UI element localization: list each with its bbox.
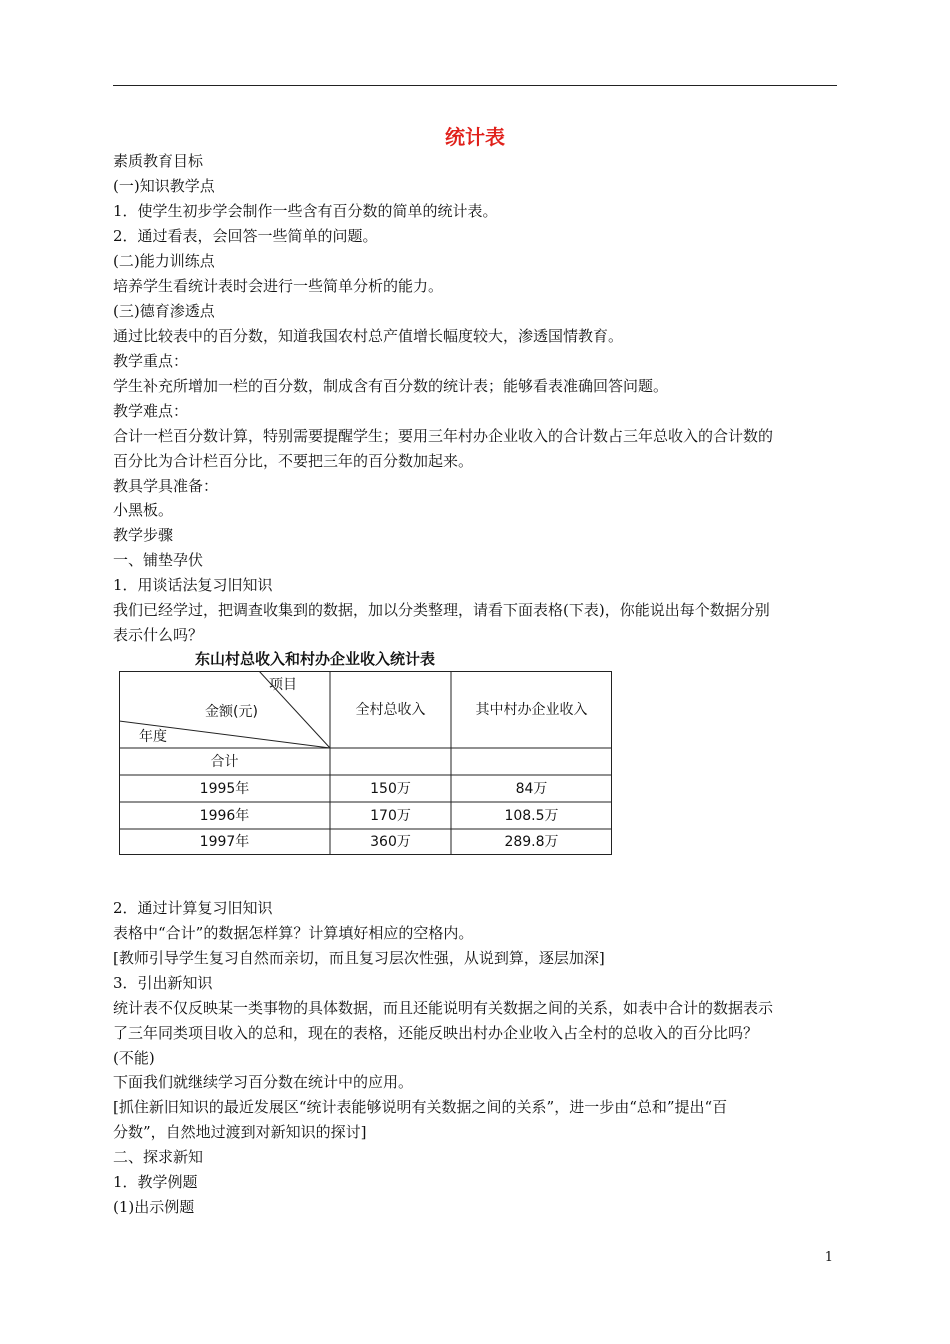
row-label: 合计 bbox=[210, 754, 239, 770]
cell-value: 360万 bbox=[370, 834, 411, 850]
header-year: 年度 bbox=[139, 729, 167, 745]
text-line: 了三年同类项目收入的总和，现在的表格，还能反映出村办企业收入占全村的总收入的百分比吗？ bbox=[113, 1024, 759, 1042]
cell-value: 289.8万 bbox=[504, 834, 559, 850]
cell-value: 170万 bbox=[370, 808, 411, 824]
text-line: 统计表不仅反映某一类事物的具体数据，而且还能说明有关数据之间的关系，如表中合计的数据表示 bbox=[113, 999, 774, 1017]
col-header-total: 全村总收入 bbox=[355, 702, 426, 718]
row-label: 1996年 bbox=[199, 808, 250, 824]
text-line: 教学重点： bbox=[113, 352, 189, 370]
text-line: 2．通过计算复习旧知识 bbox=[113, 899, 273, 917]
table-title: 东山村总收入和村办企业收入统计表 bbox=[195, 650, 436, 668]
text-line: 下面我们就继续学习百分数在统计中的应用。 bbox=[113, 1073, 414, 1091]
text-line: (三)德育渗透点 bbox=[113, 302, 215, 320]
row-label: 1997年 bbox=[199, 834, 250, 850]
cell-value: 150万 bbox=[370, 781, 411, 797]
col-header-enterprise: 其中村办企业收入 bbox=[475, 702, 588, 718]
text-line: (二)能力训练点 bbox=[113, 252, 215, 270]
text-line: 二、探求新知 bbox=[113, 1148, 204, 1166]
text-line: 我们已经学过，把调查收集到的数据，加以分类整理，请看下面表格(下表)，你能说出每个数据分别 bbox=[113, 601, 770, 619]
header-amount: 金额(元) bbox=[205, 704, 258, 720]
text-line: 一、铺垫孕伏 bbox=[113, 551, 204, 569]
text-line: 学生补充所增加一栏的百分数，制成含有百分数的统计表；能够看表准确回答问题。 bbox=[113, 377, 669, 395]
text-line: 通过比较表中的百分数，知道我国农村总产值增长幅度较大，渗透国情教育。 bbox=[113, 327, 624, 345]
text-line: 合计一栏百分数计算，特别需要提醒学生；要用三年村办企业收入的合计数占三年总收入的合计数的 bbox=[113, 427, 774, 445]
text-line: (一)知识教学点 bbox=[113, 177, 215, 195]
text-line: 百分比为合计栏百分比，不要把三年的百分数加起来。 bbox=[113, 452, 474, 470]
text-line: 3．引出新知识 bbox=[113, 974, 213, 992]
header-rule bbox=[113, 85, 837, 86]
page-number: 1 bbox=[824, 1250, 833, 1265]
page-title: 统计表 bbox=[445, 125, 505, 149]
text-line: 1．使学生初步学会制作一些含有百分数的简单的统计表。 bbox=[113, 202, 498, 220]
row-label: 1995年 bbox=[199, 781, 250, 797]
header-item: 项目 bbox=[269, 677, 297, 693]
text-line: 教学难点： bbox=[113, 402, 189, 420]
text-line: 表格中“合计”的数据怎样算？计算填好相应的空格内。 bbox=[113, 924, 474, 942]
text-line: 表示什么吗？ bbox=[113, 626, 204, 644]
text-line: [教师引导学生复习自然而亲切，而且复习层次性强，从说到算，逐层加深] bbox=[113, 949, 605, 967]
income-table bbox=[119, 671, 612, 855]
text-line: (不能) bbox=[113, 1049, 155, 1067]
text-line: 分数”，自然地过渡到对新知识的探讨] bbox=[113, 1123, 367, 1141]
text-line: 1．用谈话法复习旧知识 bbox=[113, 576, 273, 594]
text-line: 1．教学例题 bbox=[113, 1173, 198, 1191]
text-line: [抓住新旧知识的最近发展区“统计表能够说明有关数据之间的关系”，进一步由“总和”提出“百 bbox=[113, 1098, 728, 1116]
text-line: 素质教育目标 bbox=[113, 152, 204, 170]
text-line: 2．通过看表，会回答一些简单的问题。 bbox=[113, 227, 378, 245]
cell-value: 108.5万 bbox=[504, 808, 559, 824]
text-line: 小黑板。 bbox=[113, 501, 174, 519]
text-line: 教学步骤 bbox=[113, 526, 174, 544]
text-line: (1)出示例题 bbox=[113, 1198, 195, 1216]
text-line: 培养学生看统计表时会进行一些简单分析的能力。 bbox=[113, 277, 444, 295]
text-line: 教具学具准备： bbox=[113, 477, 219, 495]
cell-value: 84万 bbox=[515, 781, 548, 797]
